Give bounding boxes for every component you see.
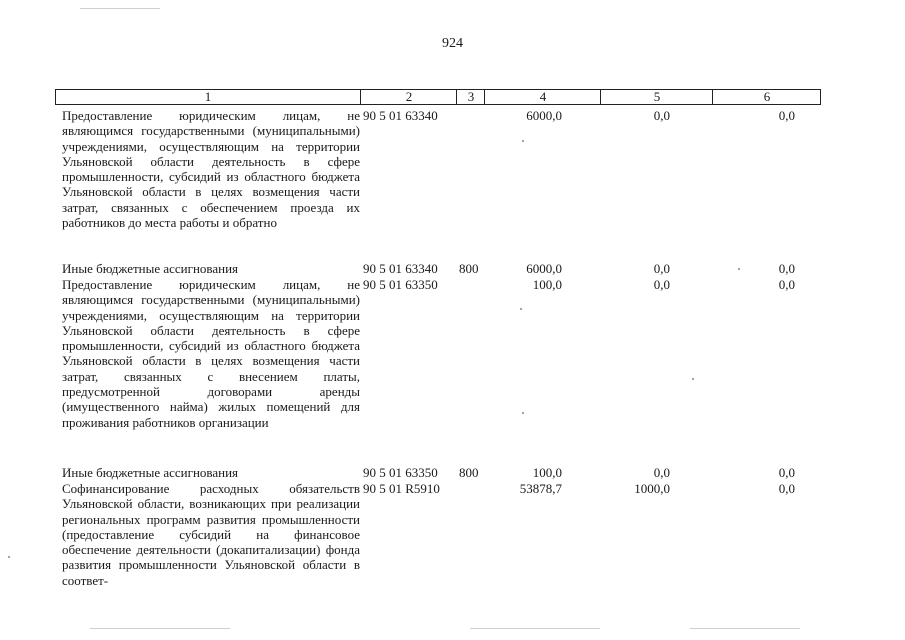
row-value-4: 100,0 xyxy=(532,465,562,480)
row-value-5: 0,0 xyxy=(653,465,670,480)
header-col-4: 4 xyxy=(484,90,601,104)
row-description: Предоставление юридическим лицам, не являющимся государственными (муниципальными) учреждениями, осуществляющим на территории Ульяновской области деятельность в сфере промышленности, субсидий из областного бюджета Ульяновской области в целях возмещения части затрат, связанных с обеспечением проезда их работников до места работы и обратно xyxy=(62,108,360,231)
row-value-5: 0,0 xyxy=(653,277,670,292)
row-value-4: 53878,7 xyxy=(519,481,562,496)
table-header xyxy=(55,89,821,105)
scan-artifact xyxy=(8,556,10,558)
row-value-5: 1000,0 xyxy=(634,481,670,496)
scan-artifact xyxy=(80,8,160,9)
scan-artifact xyxy=(690,628,800,629)
row-code: 90 5 01 63340 xyxy=(363,261,438,276)
scan-artifact xyxy=(520,308,522,310)
row-value-4: 6000,0 xyxy=(526,108,562,123)
row-value-6: 0,0 xyxy=(778,261,795,276)
row-expense-type: 800 xyxy=(459,465,479,480)
row-value-5: 0,0 xyxy=(653,108,670,123)
header-col-6: 6 xyxy=(712,90,821,104)
row-expense-type: 800 xyxy=(459,261,479,276)
row-code: 90 5 01 63350 xyxy=(363,277,438,292)
page-number: 924 xyxy=(442,36,463,51)
row-value-6: 0,0 xyxy=(778,108,795,123)
row-value-5: 0,0 xyxy=(653,261,670,276)
row-value-4: 100,0 xyxy=(532,277,562,292)
header-col-2: 2 xyxy=(360,90,457,104)
row-code: 90 5 01 63340 xyxy=(363,108,438,123)
scan-artifact xyxy=(90,628,230,629)
row-value-6: 0,0 xyxy=(778,277,795,292)
row-code: 90 5 01 63350 xyxy=(363,465,438,480)
row-code: 90 5 01 R5910 xyxy=(363,481,440,496)
row-value-4: 6000,0 xyxy=(526,261,562,276)
scan-artifact xyxy=(522,412,524,414)
scan-artifact xyxy=(470,628,600,629)
row-description: Иные бюджетные ассигнования xyxy=(62,261,239,276)
scan-artifact xyxy=(738,268,740,270)
scan-artifact xyxy=(692,378,694,380)
header-col-1: 1 xyxy=(204,89,212,104)
scan-artifact xyxy=(522,140,524,142)
row-description: Предоставление юридическим лицам, не являющимся государственными (муниципальными) учреждениями, осуществляющим на территории Ульяновской области деятельность в сфере промышленности, субсидий из областного бюджета Ульяновской области в целях возмещения части затрат, связанных с внесением платы, предусмотренной договорами аренды (имущественного найма) жилых помещений для проживания работников организации xyxy=(62,277,360,430)
row-description: Софинансирование расходных обязательств Ульяновской области, возникающих при реализации региональных программ развития промышленности (предоставление субсидий на финансовое обеспечение деятельности (докапитализации) фонда развития промышленности Ульяновской области в соответ- xyxy=(62,481,360,588)
row-value-6: 0,0 xyxy=(778,465,795,480)
header-col-3: 3 xyxy=(456,90,485,104)
header-col-5: 5 xyxy=(600,90,713,104)
row-description: Иные бюджетные ассигнования xyxy=(62,465,239,480)
row-value-6: 0,0 xyxy=(778,481,795,496)
